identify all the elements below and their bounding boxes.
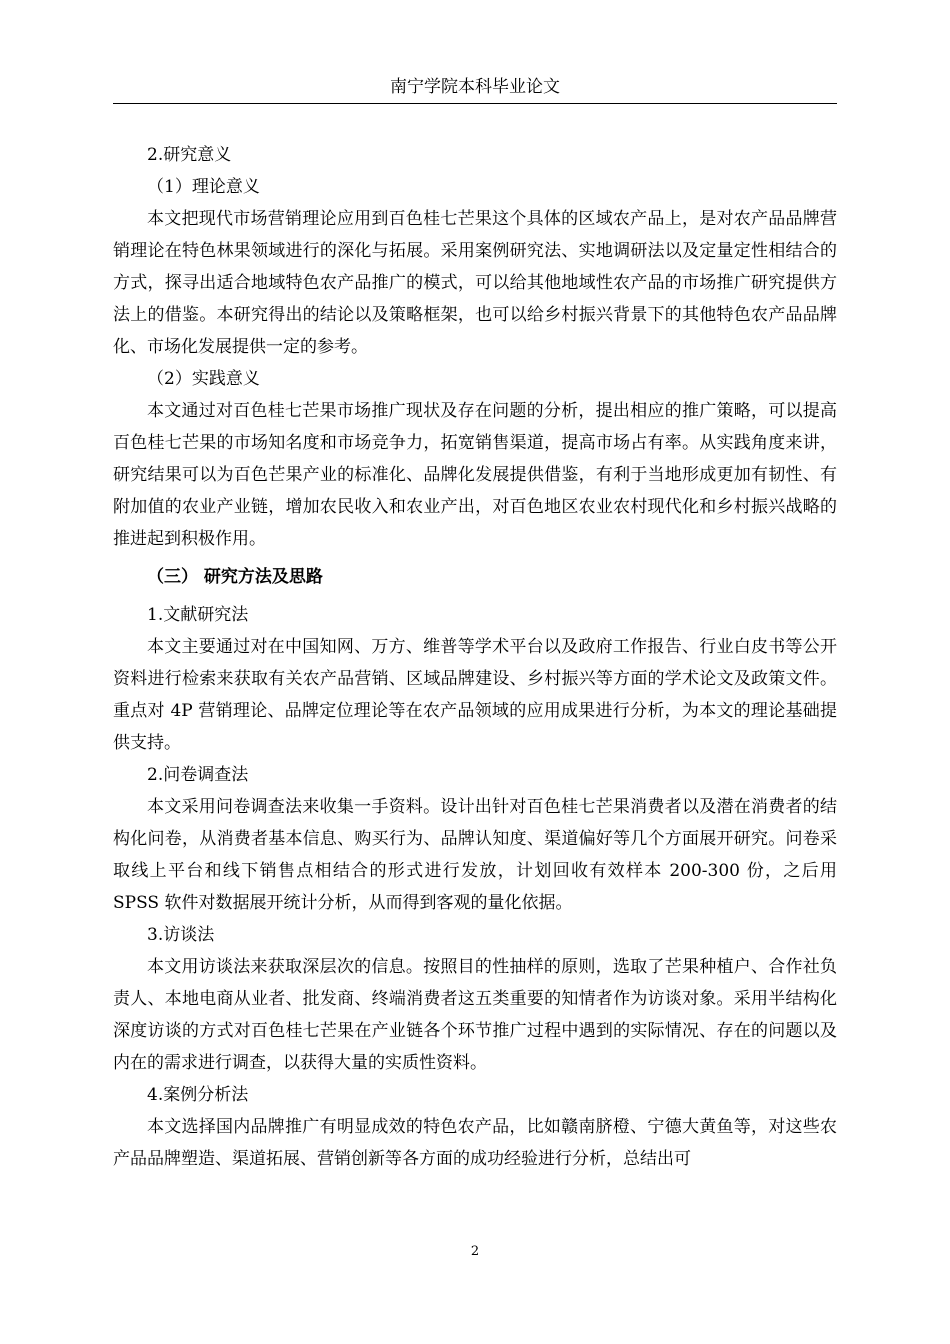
paragraph-case-analysis-method: 本文选择国内品牌推广有明显成效的特色农产品，比如赣南脐橙、宁德大黄鱼等，对这些农产品品牌塑造、渠道拓展、营销创新等各方面的成功经验进行分析，总结出可 xyxy=(113,1117,837,1169)
subsection-heading-research-significance: 2.研究意义 xyxy=(147,145,232,165)
paragraph-theoretical-significance: 本文把现代市场营销理论应用到百色桂七芒果这个具体的区域农产品上，是对农产品品牌营销理论在特色林果领域进行的深化与拓展。采用案例研究法、实地调研法以及定量定性相结合的方式，探寻出适合地域特色农产品推广的模式，可以给其他地域性农产品的市场推广研究提供方法上的借鉴。本研究得出的结论以及策略框架，也可以给乡村振兴背景下的其他特色农产品品牌化、市场化发展提供一定的参考。 xyxy=(113,209,837,357)
document-body xyxy=(113,139,837,1175)
method-heading-literature: 1.文献研究法 xyxy=(147,605,249,625)
paragraph-interview-method: 本文用访谈法来获取深层次的信息。按照目的性抽样的原则，选取了芒果种植户、合作社负责人、本地电商从业者、批发商、终端消费者这五类重要的知情者作为访谈对象。采用半结构化深度访谈的方式对百色桂七芒果在产业链各个环节推广过程中遇到的实际情况、存在的问题以及内在的需求进行调查，以获得大量的实质性资料。 xyxy=(113,957,837,1073)
paragraph-literature-method: 本文主要通过对在中国知网、万方、维普等学术平台以及政府工作报告、行业白皮书等公开资料进行检索来获取有关农产品营销、区域品牌建设、乡村振兴等方面的学术论文及政策文件。重点对 4P 营销理论、品牌定位理论等在农产品领域的应用成果进行分析，为本文的理论基础提供支持。 xyxy=(113,637,837,753)
method-heading-case-analysis: 4.案例分析法 xyxy=(147,1085,249,1105)
running-header: 南宁学院本科毕业论文 xyxy=(390,77,560,97)
sub-heading-theoretical-significance: （1）理论意义 xyxy=(147,177,260,197)
method-heading-questionnaire: 2.问卷调查法 xyxy=(147,765,249,785)
section-heading-research-methods: （三） 研究方法及思路 xyxy=(147,567,323,587)
method-heading-interview: 3.访谈法 xyxy=(147,925,215,945)
paragraph-questionnaire-method: 本文采用问卷调查法来收集一手资料。设计出针对百色桂七芒果消费者以及潜在消费者的结构化问卷，从消费者基本信息、购买行为、品牌认知度、渠道偏好等几个方面展开研究。问卷采取线上平台和线下销售点相结合的形式进行发放，计划回收有效样本 200-300 份，之后用 SPSS 软件对数据展开统计分析，从而得到客观的量化依据。 xyxy=(113,797,837,913)
sub-heading-practical-significance: （2）实践意义 xyxy=(147,369,260,389)
page-number: 2 xyxy=(470,1244,480,1259)
paragraph-practical-significance: 本文通过对百色桂七芒果市场推广现状及存在问题的分析，提出相应的推广策略，可以提高百色桂七芒果的市场知名度和市场竞争力，拓宽销售渠道，提高市场占有率。从实践角度来讲，研究结果可以为百色芒果产业的标准化、品牌化发展提供借鉴，有利于当地形成更加有韧性、有附加值的农业产业链，增加农民收入和农业产出，对百色地区农业农村现代化和乡村振兴战略的推进起到积极作用。 xyxy=(113,401,837,549)
header-divider xyxy=(113,103,837,104)
